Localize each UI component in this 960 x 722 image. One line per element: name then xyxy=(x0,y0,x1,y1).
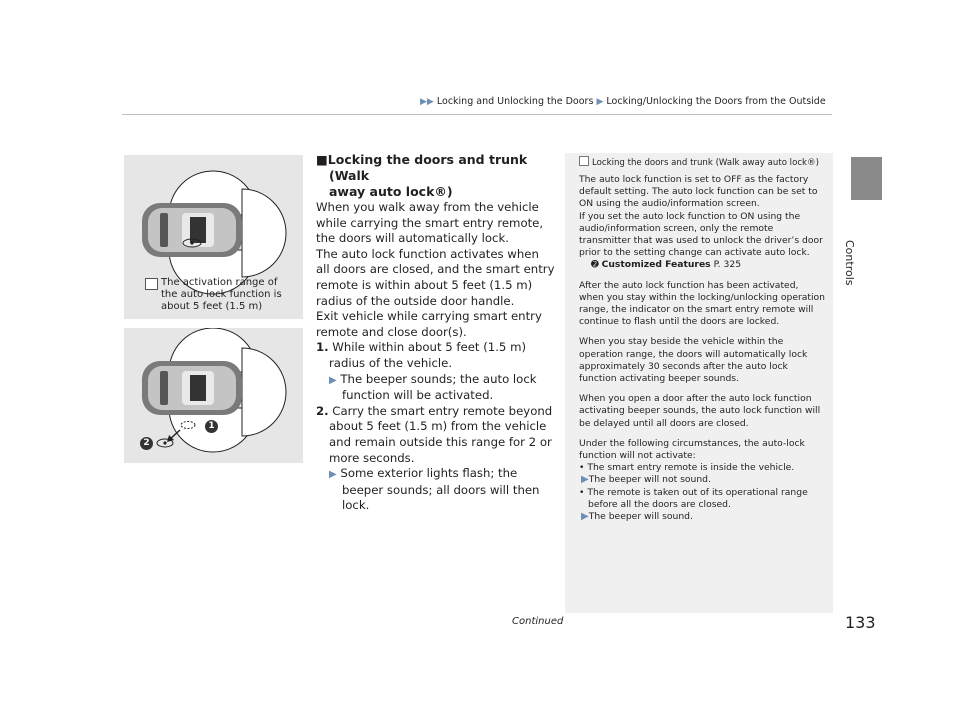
step-2-result: ▶ Some exterior lights flash; the beeper sounds; all doors will then lock. xyxy=(329,466,540,513)
list-item-result: ▶The beeper will sound. xyxy=(581,511,693,523)
figure-caption: The activation range of the auto lock function is about 5 feet (1.5 m) xyxy=(161,277,282,313)
result-arrow-icon: ▶ xyxy=(329,469,337,481)
step-marker-2: 2 xyxy=(140,437,153,450)
note-icon xyxy=(579,156,589,166)
note-body: The auto lock function is set to OFF as the factory default setting. The auto lock function can be set to ON using the audio/information screen. If you set the auto lock function to ON using the audio/information screen, only the remote transmitter that was used to unlock the driver’s door prior to the setting change can activate auto lock. ➋ Customized Features P. 325 After the auto lock function has been activated, when you stay within the locking/unlocking operation range, the indicator on the smart entry remote will continue to flash until the doors are locked. When you stay beside the vehicle within the operation range, the doors will automatically lock approximately 30 seconds after the auto lock function activating beeper sounds. When you open a door after the auto lock function activating beeper sounds, the auto lock function will be delayed until all doors are closed. Under the following circumstances, the auto-lock function will not activate: • The smart entry remote is inside the vehicle. ▶The beeper will not sound. • The remote is taken out of its operational range before all the doors are closed. ▶The beeper will sound. xyxy=(579,174,825,523)
header-divider xyxy=(122,114,832,115)
list-item: • The remote is taken out of its operational range before all the doors are closed. xyxy=(579,486,808,510)
breadcrumb-item[interactable]: Locking and Unlocking the Doors xyxy=(436,96,594,107)
list-item: • The smart entry remote is inside the vehicle. xyxy=(579,462,795,474)
cross-reference-link[interactable]: ➋ Customized Features P. 325 xyxy=(591,259,742,271)
continued-label: Continued xyxy=(512,616,564,627)
paragraph: Exit vehicle while carrying smart entry remote and close door(s). xyxy=(316,309,542,339)
step-1: 1. While within about 5 feet (1.5 m) radius of the vehicle. xyxy=(316,340,527,370)
note-title: Locking the doors and trunk (Walk away auto lock®) xyxy=(579,156,819,168)
double-arrow-icon: ▶▶ xyxy=(420,97,434,107)
page-number: 133 xyxy=(845,613,876,632)
section-label: Controls xyxy=(843,240,856,286)
paragraph: When you walk away from the vehicle while carrying the smart entry remote, the doors will automatically lock. xyxy=(316,200,544,246)
section-tab[interactable] xyxy=(851,157,882,200)
step-marker-1: 1 xyxy=(205,420,218,433)
step-2: 2. Carry the smart entry remote beyond about 5 feet (1.5 m) from the vehicle and remain outside this range for 2 or more seconds. xyxy=(316,403,553,465)
breadcrumb-item[interactable]: Locking/Unlocking the Doors from the Outside xyxy=(606,96,826,107)
step-1-result: ▶ The beeper sounds; the auto lock function will be activated. xyxy=(329,371,537,403)
arrow-icon: ▶ xyxy=(596,97,604,107)
section-heading: ■Locking the doors and trunk (Walk away auto lock®) xyxy=(316,152,528,199)
caption-marker-icon xyxy=(145,278,158,290)
main-content xyxy=(316,152,556,514)
paragraph: The auto lock function activates when all doors are closed, and the smart entry remote is within about 5 feet (1.5 m) radius of the outside door handle. xyxy=(316,246,555,308)
reference-icon: ➋ xyxy=(591,259,599,271)
breadcrumb xyxy=(420,96,826,107)
result-arrow-icon: ▶ xyxy=(329,374,337,386)
list-item-result: ▶The beeper will not sound. xyxy=(581,474,711,486)
